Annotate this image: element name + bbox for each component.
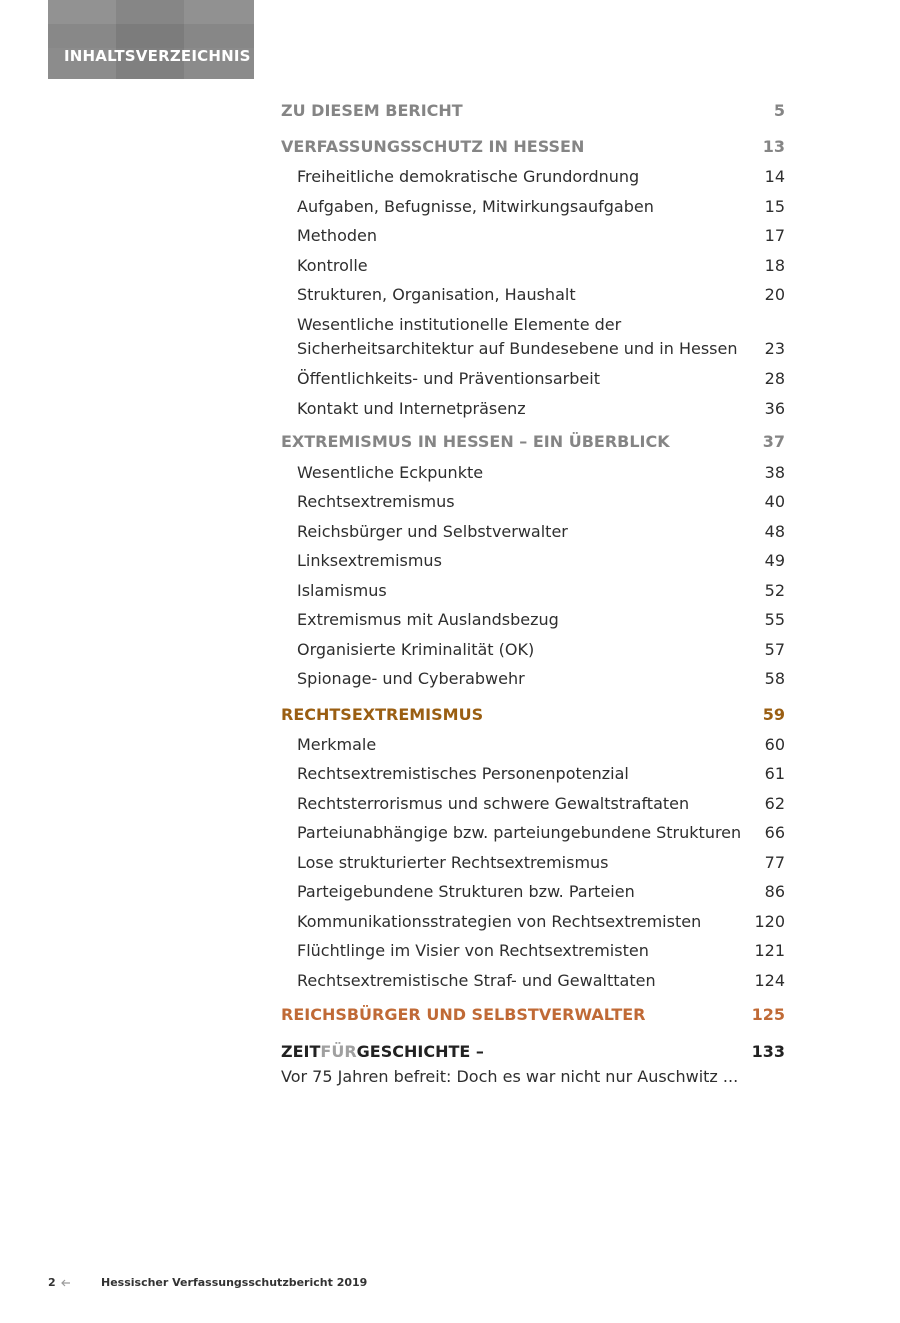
toc-title-part1: ZEIT (281, 1042, 321, 1061)
toc-item-page: 86 (764, 882, 785, 901)
toc-section-page: 37 (762, 432, 785, 451)
arrow-left-icon[interactable] (60, 1277, 72, 1289)
toc-item-page: 40 (764, 492, 785, 511)
toc-item-page: 17 (764, 226, 785, 245)
toc-item-page: 120 (754, 912, 785, 931)
toc-item[interactable] (297, 520, 785, 544)
toc-section-title: VERFASSUNGSSCHUTZ IN HESSEN (281, 137, 585, 156)
toc-section-reichsbuerger[interactable] (281, 1005, 785, 1024)
toc-item-label: Methoden (297, 226, 377, 245)
toc-item[interactable] (297, 313, 785, 361)
toc-item[interactable] (297, 461, 785, 485)
toc-section-zu-diesem-bericht[interactable] (281, 101, 785, 120)
toc-item-page: 48 (764, 522, 785, 541)
toc-section-rechtsextremismus[interactable] (281, 705, 785, 724)
toc-item-label: Organisierte Kriminalität (OK) (297, 640, 535, 659)
toc-item[interactable] (297, 939, 785, 963)
toc-item-label: Linksextremismus (297, 551, 442, 570)
toc-item-page: 55 (764, 610, 785, 629)
toc-item[interactable] (297, 792, 785, 816)
toc-item-label: Kommunikationsstrategien von Rechtsextremisten (297, 912, 702, 931)
page-title: INHALTSVERZEICHNIS (64, 47, 251, 65)
toc-item[interactable] (297, 367, 785, 391)
toc-item[interactable] (297, 733, 785, 757)
toc-item[interactable] (297, 880, 785, 904)
toc-item[interactable] (297, 283, 785, 307)
toc-item[interactable] (297, 579, 785, 603)
toc-item-page: 121 (754, 941, 785, 960)
toc-item-page: 23 (764, 339, 785, 358)
toc-section-title (281, 1042, 484, 1061)
toc-item-page: 15 (764, 197, 785, 216)
toc-item-label: Aufgaben, Befugnisse, Mitwirkungsaufgaben (297, 197, 654, 216)
footer-publication-title: Hessischer Verfassungsschutzbericht 2019 (101, 1276, 368, 1289)
toc-item-label: Öffentlichkeits- und Präventionsarbeit (297, 369, 600, 388)
toc-item-label: Strukturen, Organisation, Haushalt (297, 285, 576, 304)
toc-item-page: 18 (764, 256, 785, 275)
toc-item-page: 49 (764, 551, 785, 570)
toc-item-label: Rechtsextremistisches Personenpotenzial (297, 764, 629, 783)
header-tab (48, 0, 254, 79)
toc-item-label: Parteiunabhängige bzw. parteiungebundene Strukturen (297, 823, 742, 842)
toc-item-label: Extremismus mit Auslandsbezug (297, 610, 559, 629)
toc-item-page: 77 (764, 853, 785, 872)
toc-item[interactable] (297, 969, 785, 993)
toc-item[interactable] (297, 638, 785, 662)
toc-item-label (297, 313, 738, 361)
toc-item-page: 61 (764, 764, 785, 783)
toc-title-part3: GESCHICHTE – (356, 1042, 484, 1061)
toc-section-title: REICHSBÜRGER UND SELBSTVERWALTER (281, 1005, 646, 1024)
toc-item[interactable] (297, 667, 785, 691)
toc-item-page: 60 (764, 735, 785, 754)
toc-section-title: RECHTSEXTREMISMUS (281, 705, 484, 724)
toc-section-extremismus-ueberblick[interactable] (281, 432, 785, 451)
toc-item-page: 57 (764, 640, 785, 659)
toc-item-page: 14 (764, 167, 785, 186)
toc-section-subtitle[interactable]: Vor 75 Jahren befreit: Doch es war nicht nur Auschwitz ... (281, 1067, 739, 1086)
toc-item-page: 124 (754, 971, 785, 990)
toc-item-label: Rechtsterrorismus und schwere Gewaltstraftaten (297, 794, 690, 813)
toc-item-label: Lose strukturierter Rechtsextremismus (297, 853, 609, 872)
toc-section-page: 133 (751, 1042, 785, 1061)
toc-item-label: Kontakt und Internetpräsenz (297, 399, 526, 418)
toc-item-page: 52 (764, 581, 785, 600)
toc-item-label: Islamismus (297, 581, 387, 600)
toc-item-label: Rechtsextremismus (297, 492, 455, 511)
toc-item[interactable] (297, 549, 785, 573)
toc-item-label: Kontrolle (297, 256, 368, 275)
toc-section-zeitfuergeschichte[interactable] (281, 1042, 785, 1061)
toc-item-page: 38 (764, 463, 785, 482)
toc-item-label: Freiheitliche demokratische Grundordnung (297, 167, 640, 186)
toc-item[interactable] (297, 762, 785, 786)
toc-item-label-line2: Sicherheitsarchitektur auf Bundesebene und in Hessen (297, 339, 738, 358)
toc-item[interactable] (297, 910, 785, 934)
toc-item[interactable] (297, 254, 785, 278)
toc-item-label: Rechtsextremistische Straf- und Gewalttaten (297, 971, 656, 990)
toc-item-label: Wesentliche Eckpunkte (297, 463, 484, 482)
toc-section-verfassungsschutz[interactable] (281, 137, 785, 156)
toc-section-page: 13 (762, 137, 785, 156)
toc-item[interactable] (297, 490, 785, 514)
toc-item-page: 36 (764, 399, 785, 418)
toc-item-page: 20 (764, 285, 785, 304)
toc-section-page: 125 (751, 1005, 785, 1024)
toc-section-title: EXTREMISMUS IN HESSEN – EIN ÜBERBLICK (281, 432, 670, 451)
toc-item-label: Flüchtlinge im Visier von Rechtsextremisten (297, 941, 649, 960)
footer-page-number: 2 (48, 1276, 56, 1289)
toc-item[interactable] (297, 821, 785, 845)
toc-section-page: 5 (773, 101, 785, 120)
page-footer (48, 1276, 368, 1289)
toc-item[interactable] (297, 397, 785, 421)
toc-item[interactable] (297, 224, 785, 248)
toc-section-title: ZU DIESEM BERICHT (281, 101, 463, 120)
toc-section-page: 59 (762, 705, 785, 724)
toc-item[interactable] (297, 851, 785, 875)
toc-item-page: 58 (764, 669, 785, 688)
toc-item-label: Spionage- und Cyberabwehr (297, 669, 525, 688)
toc-item-page: 66 (764, 823, 785, 842)
toc-item-page: 62 (764, 794, 785, 813)
toc-item-label: Merkmale (297, 735, 377, 754)
toc-item[interactable] (297, 195, 785, 219)
toc-item-label: Reichsbürger und Selbstverwalter (297, 522, 568, 541)
toc-item[interactable] (297, 608, 785, 632)
toc-title-part2: FÜR (320, 1042, 357, 1061)
toc-item-page: 28 (764, 369, 785, 388)
toc-item[interactable] (297, 165, 785, 189)
toc-item-label: Parteigebundene Strukturen bzw. Parteien (297, 882, 635, 901)
toc-item-label-line1: Wesentliche institutionelle Elemente der (297, 315, 622, 334)
